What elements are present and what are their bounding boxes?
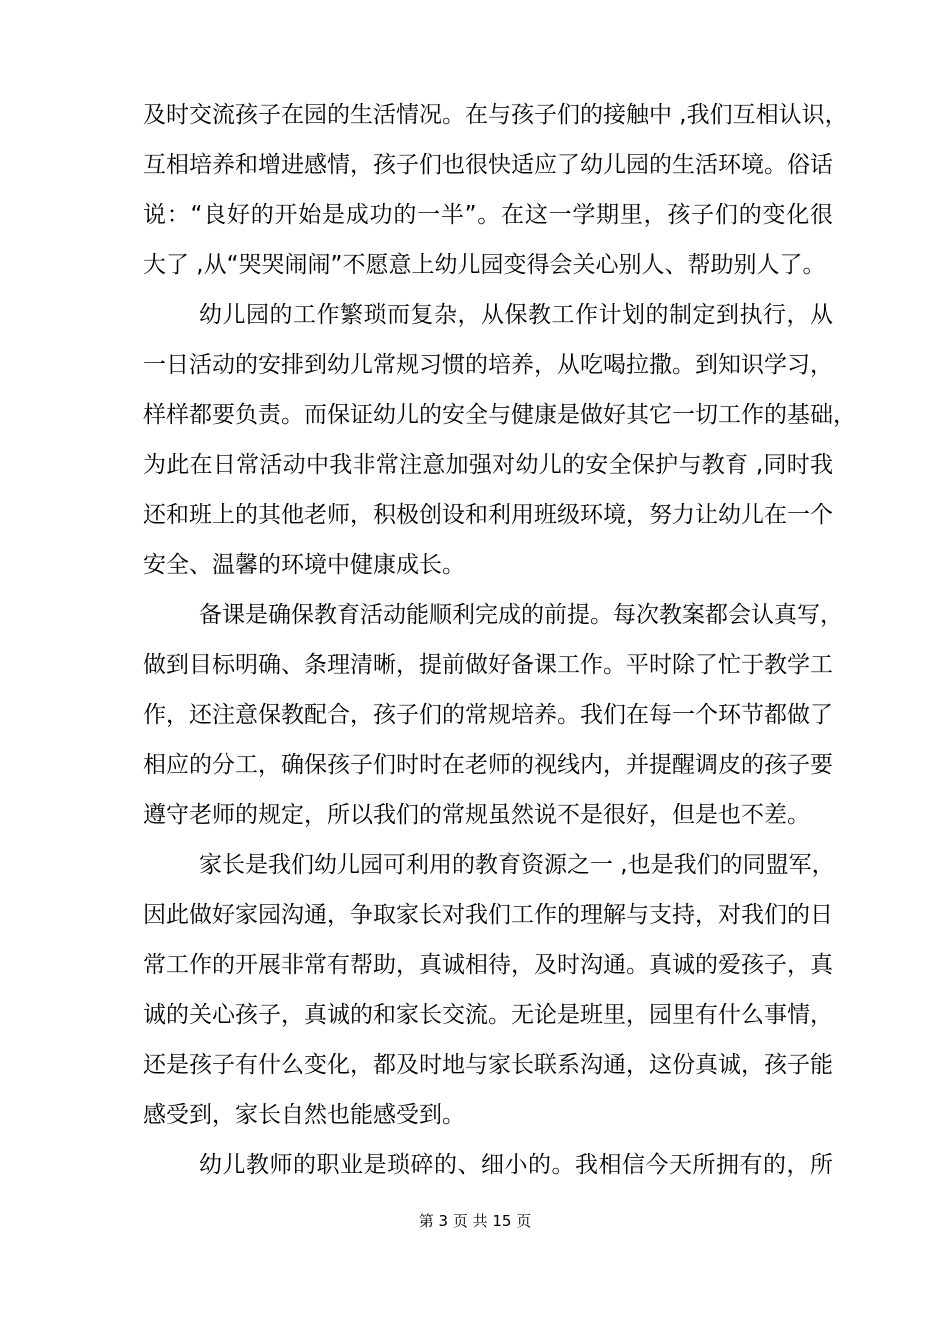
text-line: 还是孩子有什么变化，都及时地与家长联系沟通，这份真诚，孩子能 (143, 1052, 833, 1078)
text-line: 及时交流孩子在园的生活情况。在与孩子们的接触中 ,我们互相认识， (143, 102, 848, 128)
text-line: 为此在日常活动中我非常注意加强对幼儿的安全保护与教育 ,同时我 (143, 452, 833, 478)
text-line: 安全、温馨的环境中健康成长。 (143, 552, 465, 578)
text-line: 说：“良好的开始是成功的一半”。在这一学期里，孩子们的变化很 (143, 202, 833, 228)
text-line: 常工作的开展非常有帮助，真诚相待，及时沟通。真诚的爱孩子，真 (143, 952, 833, 978)
paragraph-first-line: 幼儿园的工作繁琐而复杂，从保教工作计划的制定到执行，从 (199, 302, 833, 328)
text-line: 做到目标明确、条理清晰，提前做好备课工作。平时除了忙于教学工 (143, 652, 833, 678)
text-line: 相应的分工，确保孩子们时时在老师的视线内，并提醒调皮的孩子要 (143, 752, 833, 778)
paragraph-first-line: 备课是确保教育活动能顺利完成的前提。每次教案都会认真写， (199, 602, 843, 628)
text-line: 作，还注意保教配合，孩子们的常规培养。我们在每一个环节都做了 (143, 702, 833, 728)
text-line: 感受到，家长自然也能感受到。 (143, 1102, 465, 1128)
text-line: 诚的关心孩子，真诚的和家长交流。无论是班里，园里有什么事情， (143, 1002, 833, 1028)
paragraph-first-line: 家长是我们幼儿园可利用的教育资源之一 ,也是我们的同盟军， (199, 852, 835, 878)
paragraph-first-line: 幼儿教师的职业是琐碎的、细小的。我相信今天所拥有的，所 (199, 1152, 833, 1178)
text-line: 还和班上的其他老师，积极创设和利用班级环境，努力让幼儿在一个 (143, 502, 833, 528)
text-line: 大了 ,从“哭哭闹闹”不愿意上幼儿园变得会关心别人、帮助别人了。 (143, 252, 826, 278)
text-line: 一日活动的安排到幼儿常规习惯的培养，从吃喝拉撒。到知识学习， (143, 352, 833, 378)
text-line: 样样都要负责。而保证幼儿的安全与健康是做好其它一切工作的基础， (143, 402, 856, 428)
text-line: 因此做好家园沟通，争取家长对我们工作的理解与支持，对我们的日 (143, 902, 833, 928)
page-number-footer: 第 3 页 共 15 页 (418, 1212, 532, 1230)
text-line: 遵守老师的规定，所以我们的常规虽然说不是很好，但是也不差。 (143, 802, 810, 828)
text-line: 互相培养和增进感情，孩子们也很快适应了幼儿园的生活环境。俗话 (143, 152, 833, 178)
